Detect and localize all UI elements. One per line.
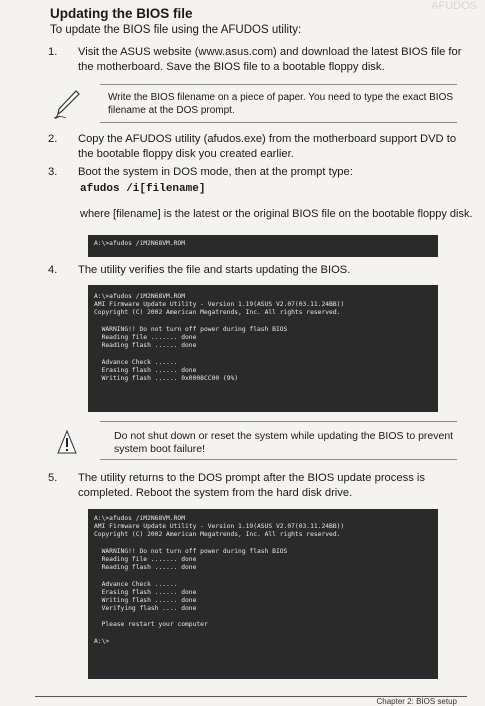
terminal-line: Verifying flash .... done <box>94 605 197 613</box>
chapter-footer: Chapter 2: BIOS setup <box>376 697 457 706</box>
terminal-line: A:\>afudos /iM2N68VM.ROM <box>94 293 185 300</box>
terminal-line: Copyright (C) 2002 American Megatrends, Inc. All rights reserved. <box>94 531 341 539</box>
warning-bottom-rule <box>100 459 457 460</box>
note-top-rule <box>100 84 457 85</box>
terminal-line: Writing flash ...... 0x0008CC00 (9%) <box>94 374 239 382</box>
terminal-line: AMI Firmware Update Utility - Version 1.19(ASUS V2.07(03.11.24BB)) <box>94 523 345 531</box>
terminal-block-2 <box>88 285 438 412</box>
terminal-line: Advance Check ...... <box>94 358 178 366</box>
step-line: Visit the ASUS website (www.asus.com) and download the latest BIOS file for <box>78 46 462 58</box>
terminal-line: A:\>afudos /iM2N68VM.ROM <box>94 515 185 522</box>
warning-line: system boot failure! <box>114 443 206 455</box>
terminal-line: Reading file ....... done <box>94 333 197 341</box>
terminal-line: Reading file ....... done <box>94 555 197 563</box>
step-line: Boot the system in DOS mode, then at the prompt type: <box>78 166 353 178</box>
step-line: The utility verifies the file and starts updating the BIOS. <box>78 264 351 276</box>
step-number: 4. <box>48 264 58 276</box>
terminal-line: Reading flash ...... done <box>94 564 197 572</box>
step-number: 1. <box>48 46 58 58</box>
note-line: filename at the DOS prompt. <box>108 105 235 116</box>
note-line: Write the BIOS filename on a piece of paper. You need to type the exact BIOS <box>108 92 454 103</box>
warning-icon <box>56 429 78 457</box>
step-line: Copy the AFUDOS utility (afudos.exe) from the motherboard support DVD to <box>78 133 457 145</box>
intro-text: To update the BIOS file using the AFUDOS utility: <box>50 24 302 36</box>
where-text: where [filename] is the latest or the original BIOS file on the bootable floppy disk. <box>80 208 473 220</box>
bleed-through-text: AFUDOS <box>431 0 477 12</box>
section-heading: Updating the BIOS file <box>50 6 193 21</box>
warning-line: Do not shut down or reset the system while updating the BIOS to prevent <box>114 430 454 442</box>
command-text: afudos /i[filename] <box>80 183 206 195</box>
terminal-line: A:\> <box>94 637 110 645</box>
terminal-line <box>94 350 432 358</box>
note-bottom-rule <box>100 122 457 123</box>
terminal-line: Writing flash ...... done <box>94 596 197 604</box>
terminal-line <box>94 540 432 548</box>
terminal-line: Please restart your computer <box>94 621 208 629</box>
terminal-line: A:\>afudos /iM2N68VM.ROM <box>94 240 185 247</box>
terminal-line: Copyright (C) 2002 American Megatrends, Inc. All rights reserved. <box>94 309 341 317</box>
terminal-line <box>94 630 432 638</box>
terminal-line: WARNING!! Do not turn off power during flash BIOS <box>94 325 288 333</box>
step-line: the bootable floppy disk you created earlier. <box>78 148 294 160</box>
terminal-line: Erasing flash ...... done <box>94 366 197 374</box>
terminal-block-3 <box>88 509 438 679</box>
terminal-line: AMI Firmware Update Utility - Version 1.19(ASUS V2.07(03.11.24BB)) <box>94 301 345 309</box>
terminal-line <box>94 318 432 326</box>
step-number: 3. <box>48 166 58 178</box>
warning-top-rule <box>100 421 457 422</box>
terminal-line: WARNING!! Do not turn off power during flash BIOS <box>94 547 288 555</box>
step-line: completed. Reboot the system from the hard disk drive. <box>78 487 353 499</box>
terminal-line: Advance Check ...... <box>94 580 178 588</box>
terminal-line: Reading flash ...... done <box>94 342 197 350</box>
terminal-block-1 <box>88 235 438 257</box>
terminal-line <box>94 613 432 621</box>
terminal-line <box>94 572 432 580</box>
step-number: 5. <box>48 472 58 484</box>
note-text <box>108 91 453 117</box>
step-line: The utility returns to the DOS prompt after the BIOS update process is <box>78 472 425 484</box>
warning-text <box>114 430 453 456</box>
terminal-line: Erasing flash ...... done <box>94 588 197 596</box>
step-line: the motherboard. Save the BIOS file to a bootable floppy disk. <box>78 61 385 73</box>
pencil-icon <box>52 88 82 120</box>
step-number: 2. <box>48 133 58 145</box>
